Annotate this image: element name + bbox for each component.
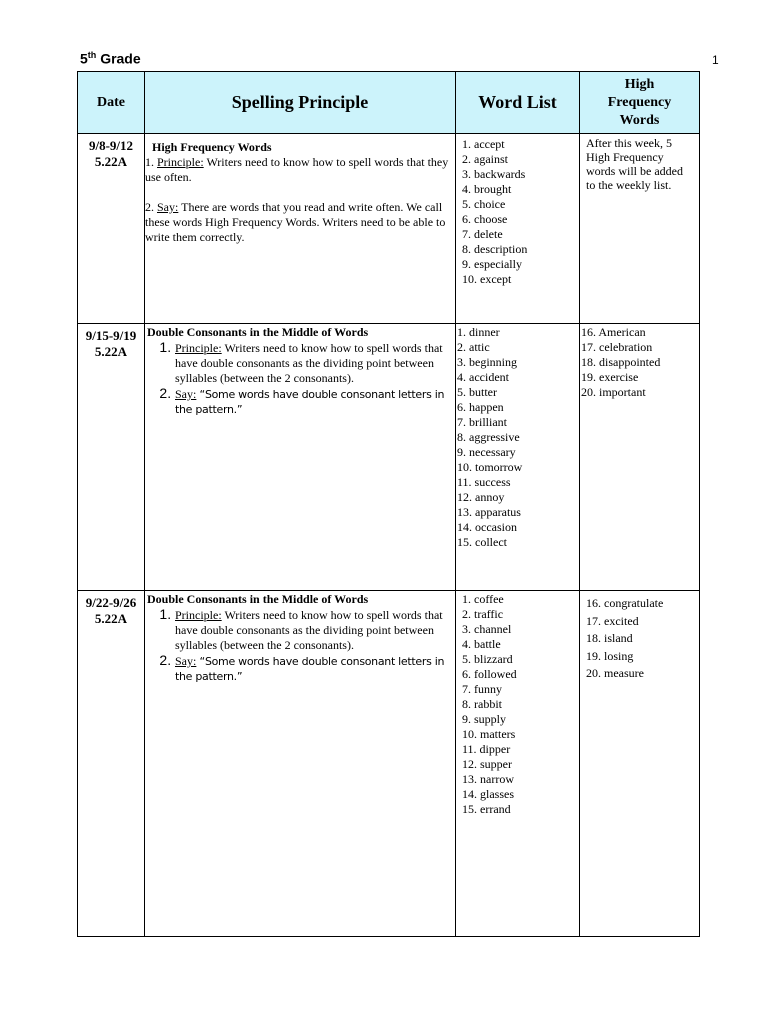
- date-cell: [78, 134, 145, 324]
- grade-word: Grade: [100, 50, 141, 67]
- word-list-cell: [456, 591, 580, 937]
- table-row: [78, 134, 700, 324]
- list-item: 2. traffic: [462, 607, 504, 621]
- week-dates: 9/22-9/26: [85, 595, 137, 610]
- principle-step: [175, 607, 455, 653]
- list-item: 18. island: [586, 631, 633, 645]
- list-item: 18. disappointed: [581, 355, 661, 369]
- principle-cell: [145, 591, 456, 937]
- list-item: 11. dipper: [462, 742, 511, 756]
- list-item: 13. narrow: [462, 772, 514, 786]
- principle-steps: [145, 340, 455, 417]
- principle-steps: [145, 607, 455, 684]
- list-item: 5. choice: [462, 197, 506, 211]
- list-item: 2. attic: [457, 340, 490, 354]
- date-cell: [78, 591, 145, 937]
- table-row: [78, 324, 700, 591]
- standard-code: 5.22A: [94, 154, 128, 169]
- week-dates: 9/8-9/12: [88, 138, 134, 153]
- list-item: 16. congratulate: [586, 596, 664, 610]
- list-item: 1. accept: [462, 137, 505, 151]
- grade-heading: [80, 50, 141, 67]
- standard-code: 5.22A: [94, 344, 128, 359]
- table-row: [78, 591, 700, 937]
- list-item: 10. matters: [462, 727, 516, 741]
- grade-number: 5: [80, 50, 88, 67]
- hf-header-line: Words: [619, 112, 660, 128]
- hf-header-line: Frequency: [607, 94, 672, 110]
- say-text: “Some words have double consonant letters in the pattern.”: [175, 388, 445, 416]
- principle-title: Double Consonants in the Middle of Words: [147, 325, 369, 339]
- list-item: 19. losing: [586, 648, 634, 663]
- principle-title: Double Consonants in the Middle of Words: [147, 592, 369, 606]
- list-item: 3. channel: [462, 622, 512, 636]
- word-list: [462, 592, 579, 817]
- column-header-word-list: Word List: [456, 72, 580, 134]
- list-item: 17. celebration: [581, 340, 653, 354]
- principle-step: [175, 340, 455, 386]
- principle-title: High Frequency Words: [152, 140, 272, 154]
- list-item: 5. butter: [457, 385, 497, 399]
- principle-cell: [145, 324, 456, 591]
- list-item: 14. occasion: [457, 520, 517, 534]
- list-item: 16. American: [581, 325, 646, 339]
- list-item: 15. collect: [457, 535, 507, 549]
- principle-label: Principle:: [175, 608, 222, 622]
- list-item: 20. important: [581, 385, 646, 399]
- word-list-cell: [456, 324, 580, 591]
- list-item: 6. happen: [457, 400, 504, 414]
- list-item: 17. excited: [586, 613, 639, 628]
- list-item: 7. funny: [462, 682, 502, 696]
- say-label: Say:: [157, 200, 179, 214]
- word-list: [462, 137, 579, 287]
- say-step: [175, 386, 455, 417]
- principle-label: Principle:: [157, 155, 204, 169]
- word-list-cell: [456, 134, 580, 324]
- principle-number: 1.: [145, 155, 154, 169]
- principle-text: Writers need to know how to spell words that they use often.: [145, 155, 449, 184]
- list-item: 8. rabbit: [462, 697, 502, 711]
- list-item: 20. measure: [586, 666, 644, 680]
- principle-label: Principle:: [175, 341, 222, 355]
- high-frequency-cell: [580, 591, 700, 937]
- high-frequency-list: [581, 325, 699, 400]
- list-item: 3. beginning: [457, 355, 517, 369]
- week-dates: 9/15-9/19: [85, 328, 137, 343]
- say-text: There are words that you read and write often. We call these words High Frequency Words. Writers need to be able to write them correctly.: [145, 200, 446, 244]
- principle-text: Writers need to know how to spell words that have double consonants as the dividing point between syllables (between the 2 consonants).: [175, 608, 443, 652]
- list-item: 1. dinner: [457, 325, 500, 339]
- list-item: 19. exercise: [581, 370, 639, 384]
- principle-text: Writers need to know how to spell words that have double consonants as the dividing point between syllables (between the 2 consonants).: [175, 341, 443, 385]
- spelling-schedule-table: [77, 71, 700, 937]
- list-item: 11. success: [457, 475, 511, 489]
- list-item: 14. glasses: [462, 787, 514, 801]
- hf-header-line: High: [624, 76, 655, 92]
- say-paragraph: [145, 200, 455, 245]
- say-text: “Some words have double consonant letters in the pattern.”: [175, 655, 445, 683]
- table-header-row: [78, 72, 700, 134]
- list-item: 9. necessary: [457, 445, 516, 459]
- list-item: 10. except: [462, 272, 512, 286]
- say-number: 2.: [145, 200, 154, 214]
- list-item: 4. accident: [457, 370, 509, 384]
- list-item: 8. description: [462, 242, 528, 256]
- list-item: 1. coffee: [462, 592, 504, 606]
- list-item: 10. tomorrow: [457, 460, 523, 474]
- list-item: 9. supply: [462, 712, 507, 726]
- high-frequency-list: [586, 595, 699, 683]
- list-item: 4. battle: [462, 637, 501, 651]
- column-header-high-frequency: [580, 72, 700, 134]
- list-item: 5. blizzard: [462, 652, 513, 666]
- high-frequency-note: After this week, 5 High Frequency words will be added to the weekly list.: [586, 136, 683, 192]
- say-label: Say:: [175, 387, 197, 401]
- list-item: 12. annoy: [457, 490, 505, 504]
- high-frequency-cell: [580, 134, 700, 324]
- say-step: [175, 653, 455, 684]
- list-item: 6. choose: [462, 212, 508, 226]
- grade-suffix: th: [87, 50, 97, 60]
- list-item: 6. followed: [462, 667, 517, 681]
- principle-cell: [145, 134, 456, 324]
- date-cell: [78, 324, 145, 591]
- word-list: [457, 325, 579, 550]
- list-item: 4. brought: [462, 182, 512, 196]
- list-item: 7. delete: [462, 227, 503, 241]
- page-number: 1: [712, 53, 719, 67]
- list-item: 8. aggressive: [457, 430, 520, 444]
- column-header-date: Date: [78, 72, 145, 134]
- standard-code: 5.22A: [94, 611, 128, 626]
- list-item: 7. brilliant: [457, 415, 507, 429]
- principle-paragraph: [145, 155, 455, 185]
- list-item: 12. supper: [462, 757, 512, 771]
- list-item: 3. backwards: [462, 167, 526, 181]
- list-item: 13. apparatus: [457, 505, 521, 519]
- list-item: 2. against: [462, 152, 508, 166]
- list-item: 15. errand: [462, 802, 511, 816]
- high-frequency-cell: [580, 324, 700, 591]
- column-header-principle: Spelling Principle: [145, 72, 456, 134]
- list-item: 9. especially: [462, 257, 522, 271]
- say-label: Say:: [175, 654, 197, 668]
